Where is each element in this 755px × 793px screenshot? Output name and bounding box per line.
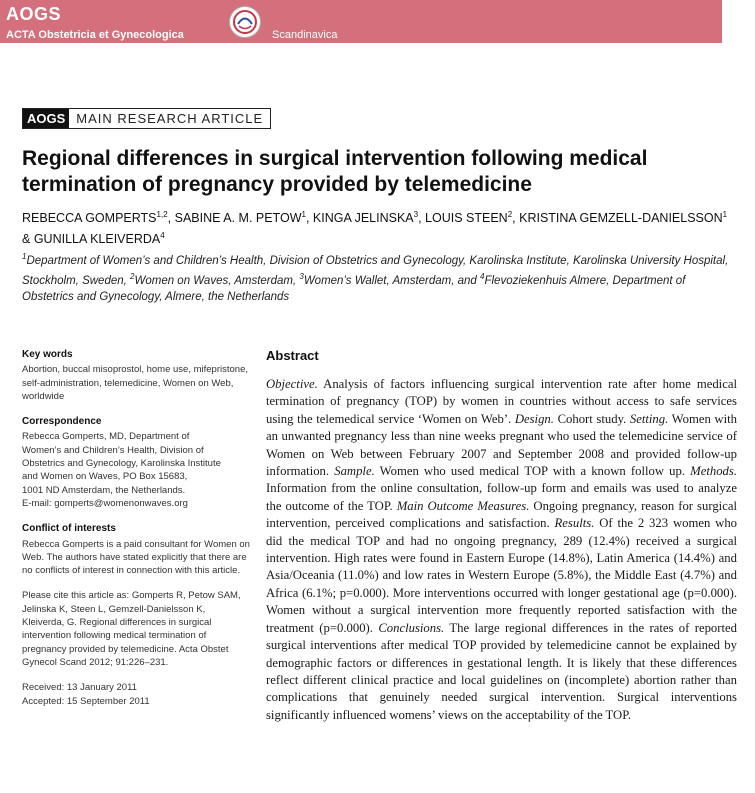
abstract-section-label: Objective. <box>266 377 318 391</box>
abstract-section-text: The large regional differences in the rates of reported surgical interventions after medical TOP provided by telemedicine cannot be explained by demographic factors or differences in gestational length. It is likely that these differences reflect different clinical practice and local guidelines on (incomplete) abortion rather than complications that genuinely needed surgical intervention. Surgical interventions significantly influenced womens’ views on the acceptability of the TOP. <box>266 620 737 722</box>
affiliation-text: Women’s Wallet, Amsterdam, and <box>303 275 481 288</box>
abstract-heading: Abstract <box>266 348 319 363</box>
journal-logo: AOGS <box>6 4 62 24</box>
abstract-section-label: Sample. <box>334 464 375 479</box>
dates-block <box>22 681 250 708</box>
keywords-heading: Key words <box>22 349 73 360</box>
article-title: Regional differences in surgical intervention following medical termination of pregnancy provided by telemedicine <box>22 147 648 196</box>
author-affiliation-mark: 4 <box>160 231 165 241</box>
author-separator: , <box>167 211 175 226</box>
journal-banner <box>0 0 722 43</box>
abstract-section-label: Design. <box>514 411 554 426</box>
author-affiliation-mark: 1,2 <box>156 210 168 219</box>
affiliation-mark: 3 <box>299 272 304 282</box>
conflict-text: Rebecca Gomperts is a paid consultant for Women on Web. The authors have stated explicitly that there are no conflicts of interest in connection with this article. <box>22 538 250 577</box>
keywords-text: Abortion, buccal misoprostol, home use, mifepristone, self-administration, telemedicine, Women on Web, worldwide <box>22 364 248 402</box>
abstract-section-label: Conclusions. <box>378 620 445 635</box>
conflict-block <box>22 522 250 577</box>
abstract-section-label: Setting. <box>629 411 669 426</box>
affiliation-mark: 1 <box>22 252 27 261</box>
citation-text: Please cite this article as: Gomperts R, Petow SAM, Jelinska K, Steen L, Gemzell-Danielsson K, Kleiverda, G. Regional differences in surgical intervention following medical termination of pregnancy provided by telemedicine. Acta Obstet Gynecol Scand 2012; 91:226–231. <box>22 590 241 668</box>
affiliations <box>22 249 737 305</box>
journal-name: ACTA Obstetricia et Gynecologica <box>6 29 184 41</box>
affiliation-text: Women on Waves, Amsterdam, <box>134 275 300 288</box>
abstract-section-text: Of the 2 323 women who did the medical TOP and had no ongoing pregnancy, 289 (12.4%) received a surgical intervention. High rates were found in Eastern Europe (14.8%), Latin America (14.4%) and Asia/Oceania (11.0%) and low rates in Western Europe (5.8%), the Middle East (4.7%) and Africa (6.1%; p=0.000). More interventions occurred with longer gestational age (p=0.000). Women without a surgical intervention more frequently reported satisfaction with the treatment (p=0.000). <box>266 516 738 635</box>
abstract-text <box>266 376 737 724</box>
sidebar <box>22 348 250 720</box>
abstract-section-text: Cohort study. <box>553 411 630 426</box>
correspondence-line: 1001 ND Amsterdam, the Netherlands. <box>22 484 186 496</box>
accepted-date: Accepted: 15 September 2011 <box>22 695 150 707</box>
author-name: KRISTINA GEMZELL-DANIELSSON <box>519 211 723 226</box>
journal-region: Scandinavica <box>272 29 338 41</box>
correspondence-line: Rebecca Gomperts, MD, Department of <box>22 431 190 443</box>
author-separator: , <box>305 211 313 226</box>
abstract-section-label: Results. <box>554 516 595 531</box>
abstract-section-text: Women with an unwanted pregnancy less than nine weeks pregnant who used the telemedicine service of Women on Web between February 2007 and September 2008 and provided follow-up information. <box>266 411 737 479</box>
correspondence-line: Obstetrics and Gynecology, Karolinska Institute <box>22 458 221 470</box>
author-affiliation-mark: 1 <box>722 210 728 219</box>
article-type-tag <box>22 108 271 129</box>
abstract-section-label: Main Outcome Measures. <box>396 498 530 513</box>
correspondence-heading: Correspondence <box>22 416 102 428</box>
author-separator: , <box>512 211 520 226</box>
correspondence-line: E-mail: gomperts@womenonwaves.org <box>22 497 188 509</box>
author-name: GUNILLA KLEIVERDA <box>33 232 161 247</box>
citation-block <box>22 589 250 669</box>
abstract-section-text: Information from the online consultation, follow-up form and emails was used to analyze the outcome of the TOP. <box>266 481 737 513</box>
affiliation-text: Department of Women’s and Children’s Health, Division of Obstetrics and Gynecology, Karolinska Institute, Karolinska University Hospital, Stockholm, Sweden, <box>22 254 729 288</box>
journal-seal-icon <box>229 6 261 38</box>
received-date: Received: 13 January 2011 <box>22 682 137 694</box>
affiliation-mark: 4 <box>480 272 485 282</box>
author-name: KINGA JELINSKA <box>312 211 414 226</box>
author-affiliation-mark: 1 <box>301 210 306 219</box>
abstract-section-text: Ongoing pregnancy, reason for surgical intervention, perceived complications and satisfaction. <box>266 498 737 531</box>
keywords-block <box>22 348 250 403</box>
author-affiliation-mark: 3 <box>413 210 419 219</box>
correspondence-line: Women’s and Children’s Health, Division of <box>22 444 204 456</box>
affiliation-text: Flevoziekenhuis Almere, Department of Obstetrics and Gynecology, Almere, the Netherlands <box>22 275 686 303</box>
author-list <box>22 206 737 248</box>
abstract-section-label: Methods. <box>690 464 737 479</box>
abstract-section-text: Analysis of factors influencing surgical intervention rate after home medical termination of pregnancy (TOP) by women in countries without access to safe services using the telemedical service ‘Women on Web’. <box>266 377 737 426</box>
conflict-heading: Conflict of interests <box>22 523 116 535</box>
tag-type: MAIN RESEARCH ARTICLE <box>76 111 264 126</box>
affiliation-mark: 2 <box>130 272 135 282</box>
correspondence-block <box>22 415 250 510</box>
author-affiliation-mark: 2 <box>507 210 513 219</box>
correspondence-text <box>22 430 250 510</box>
author-separator: & <box>22 232 34 247</box>
author-name: LOUIS STEEN <box>425 211 508 226</box>
author-separator: , <box>418 211 426 226</box>
tag-logo: AOGS <box>23 109 69 128</box>
abstract-section-text: Women who used medical TOP with a known follow up. <box>374 464 691 479</box>
author-name: REBECCA GOMPERTS <box>22 211 157 226</box>
author-name: SABINE A. M. PETOW <box>174 211 302 226</box>
correspondence-line: and Women on Waves, PO Box 15683, <box>22 471 188 483</box>
